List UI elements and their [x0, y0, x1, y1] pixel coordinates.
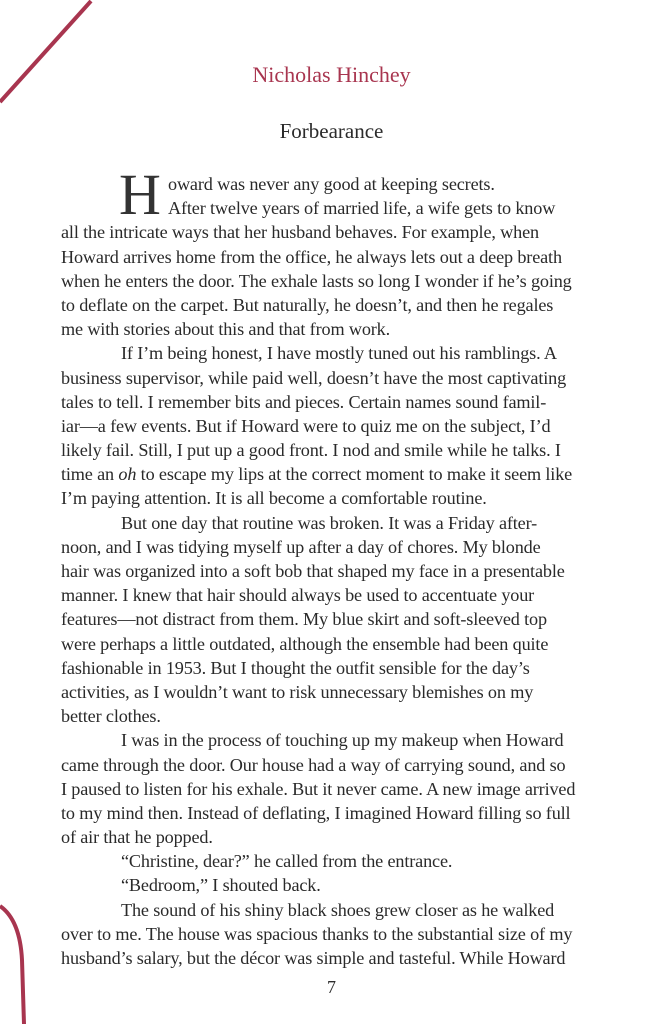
text-line: were perhaps a little outdated, although the ensemble had been quite: [61, 633, 549, 654]
text-line: came through the door. Our house had a way of carrying sound, and so: [61, 754, 566, 775]
text-line: The sound of his shiny black shoes grew closer as he walked: [121, 899, 555, 920]
bottom-left-accent-curve: [0, 906, 24, 1024]
text-line: “Christine, dear?” he called from the entrance.: [121, 851, 453, 872]
author-name: Nicholas Hinchey: [252, 62, 411, 87]
text-line: noon, and I was tidying myself up after a day of chores. My blonde: [61, 536, 541, 557]
text-line: If I’m being honest, I have mostly tuned out his ramblings. A: [121, 343, 557, 364]
story-title: Forbearance: [279, 119, 384, 143]
story-body: [61, 162, 602, 970]
text-line: fashionable in 1953. But I thought the outfit sensible for the day’s: [61, 657, 530, 678]
text-line: Howard arrives home from the office, he always lets out a deep breath: [61, 246, 562, 267]
text-line: better clothes.: [61, 706, 161, 727]
text-line: I was in the process of touching up my makeup when Howard: [121, 730, 564, 751]
text-line: iar—a few events. But if Howard were to quiz me on the subject, I’d: [61, 415, 551, 436]
text-line: business supervisor, while paid well, doesn’t have the most captivating: [61, 367, 567, 388]
text-line: of air that he popped.: [61, 827, 213, 848]
text-line: all the intricate ways that her husband behaves. For example, when: [61, 222, 539, 243]
text-line: I’m paying attention. It is all become a comfortable routine.: [61, 488, 487, 509]
text-fragment: time an: [61, 464, 119, 485]
text-line: oward was never any good at keeping secrets.: [168, 174, 495, 194]
text-line: I paused to listen for his exhale. But it never came. A new image arrived: [61, 778, 576, 799]
text-line: But one day that routine was broken. It was a Friday after-: [121, 512, 538, 533]
text-line: when he enters the door. The exhale lasts so long I wonder if he’s going: [61, 270, 572, 291]
text-line: to my mind then. Instead of deflating, I imagined Howard filling so full: [61, 802, 571, 823]
text-line: to deflate on the carpet. But naturally, he doesn’t, and then he regales: [61, 294, 554, 315]
text-line: features—not distract from them. My blue skirt and soft-sleeved top: [61, 609, 547, 630]
text-line: manner. I knew that hair should always be used to accentuate your: [61, 585, 535, 606]
text-line: activities, as I wouldn’t want to risk unnecessary blemishes on my: [61, 681, 534, 702]
text-line: tales to tell. I remember bits and pieces. Certain names sound famil-: [61, 391, 547, 412]
text-line: After twelve years of married life, a wife gets to know: [168, 198, 556, 219]
italic-oh: oh: [118, 464, 137, 485]
text-fragment: to escape my lips at the correct moment to make it seem like: [136, 464, 573, 485]
text-line: hair was organized into a soft bob that shaped my face in a presentable: [61, 561, 565, 581]
text-line: husband’s salary, but the décor was simple and tasteful. While Howard: [61, 948, 566, 968]
drop-cap: H: [119, 162, 161, 227]
text-line: likely fail. Still, I put up a good front. I nod and smile while he talks. I: [61, 440, 561, 461]
text-line: me with stories about this and that from work.: [61, 319, 391, 340]
text-line: over to me. The house was spacious thanks to the substantial size of my: [61, 923, 573, 944]
text-line: “Bedroom,” I shouted back.: [121, 875, 321, 896]
text-line: [61, 462, 602, 486]
page-number: 7: [327, 977, 336, 997]
